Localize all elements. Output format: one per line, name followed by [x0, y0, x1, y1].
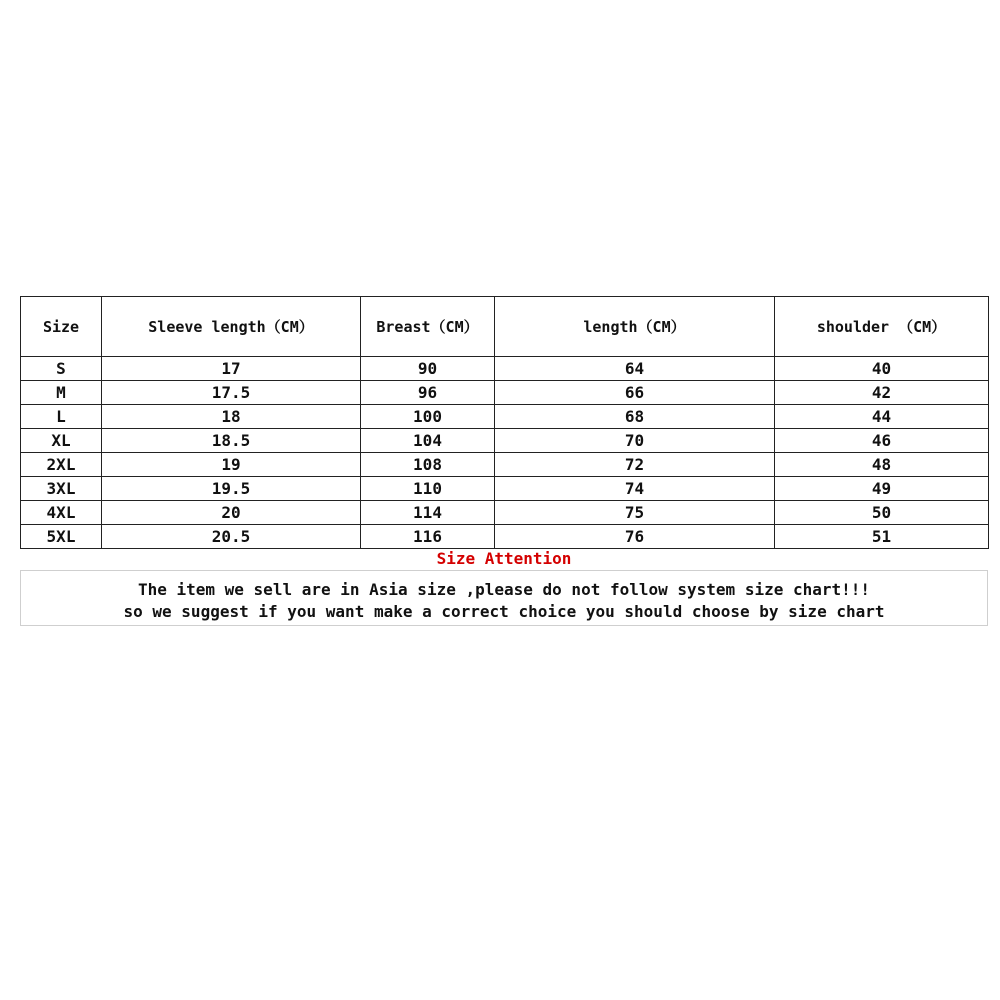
cell-size: 4XL: [21, 501, 102, 525]
header-size: Size: [21, 297, 102, 357]
cell-size: XL: [21, 429, 102, 453]
notice-line-2: so we suggest if you want make a correct choice you should choose by size chart: [123, 602, 885, 621]
table-row: [21, 429, 989, 453]
cell-size: M: [21, 381, 102, 405]
cell-breast: 114: [361, 501, 495, 525]
table-row: [21, 357, 989, 381]
cell-sleeve-length: 20: [102, 501, 361, 525]
table-header-row: [21, 297, 989, 357]
notice-line-1: The item we sell are in Asia size ,please do not follow system size chart!!!: [137, 580, 871, 599]
cell-shoulder: 46: [775, 429, 989, 453]
cell-length: 74: [495, 477, 775, 501]
cell-shoulder: 42: [775, 381, 989, 405]
cell-sleeve-length: 17.5: [102, 381, 361, 405]
table-row: [21, 405, 989, 429]
cell-shoulder: 44: [775, 405, 989, 429]
cell-sleeve-length: 20.5: [102, 525, 361, 549]
cell-length: 68: [495, 405, 775, 429]
size-chart-table: [20, 296, 989, 549]
header-length: length（CM）: [495, 297, 775, 357]
header-shoulder: shoulder （CM）: [775, 297, 989, 357]
table-row: [21, 477, 989, 501]
cell-sleeve-length: 18: [102, 405, 361, 429]
cell-length: 75: [495, 501, 775, 525]
cell-breast: 108: [361, 453, 495, 477]
cell-length: 64: [495, 357, 775, 381]
cell-breast: 90: [361, 357, 495, 381]
table-row: [21, 525, 989, 549]
cell-sleeve-length: 17: [102, 357, 361, 381]
cell-shoulder: 49: [775, 477, 989, 501]
cell-size: 3XL: [21, 477, 102, 501]
cell-length: 72: [495, 453, 775, 477]
cell-breast: 100: [361, 405, 495, 429]
cell-size: 5XL: [21, 525, 102, 549]
cell-shoulder: 40: [775, 357, 989, 381]
header-sleeve-length: Sleeve length（CM）: [102, 297, 361, 357]
cell-sleeve-length: 19.5: [102, 477, 361, 501]
cell-size: L: [21, 405, 102, 429]
cell-length: 76: [495, 525, 775, 549]
cell-size: 2XL: [21, 453, 102, 477]
cell-breast: 110: [361, 477, 495, 501]
cell-breast: 96: [361, 381, 495, 405]
cell-size: S: [21, 357, 102, 381]
table-row: [21, 501, 989, 525]
cell-shoulder: 51: [775, 525, 989, 549]
cell-breast: 116: [361, 525, 495, 549]
cell-sleeve-length: 18.5: [102, 429, 361, 453]
cell-breast: 104: [361, 429, 495, 453]
size-notice: [20, 570, 988, 626]
cell-shoulder: 50: [775, 501, 989, 525]
table-row: [21, 453, 989, 477]
table-row: [21, 381, 989, 405]
cell-length: 66: [495, 381, 775, 405]
cell-sleeve-length: 19: [102, 453, 361, 477]
cell-length: 70: [495, 429, 775, 453]
size-attention-label: Size Attention: [436, 549, 572, 568]
cell-shoulder: 48: [775, 453, 989, 477]
header-breast: Breast（CM）: [361, 297, 495, 357]
